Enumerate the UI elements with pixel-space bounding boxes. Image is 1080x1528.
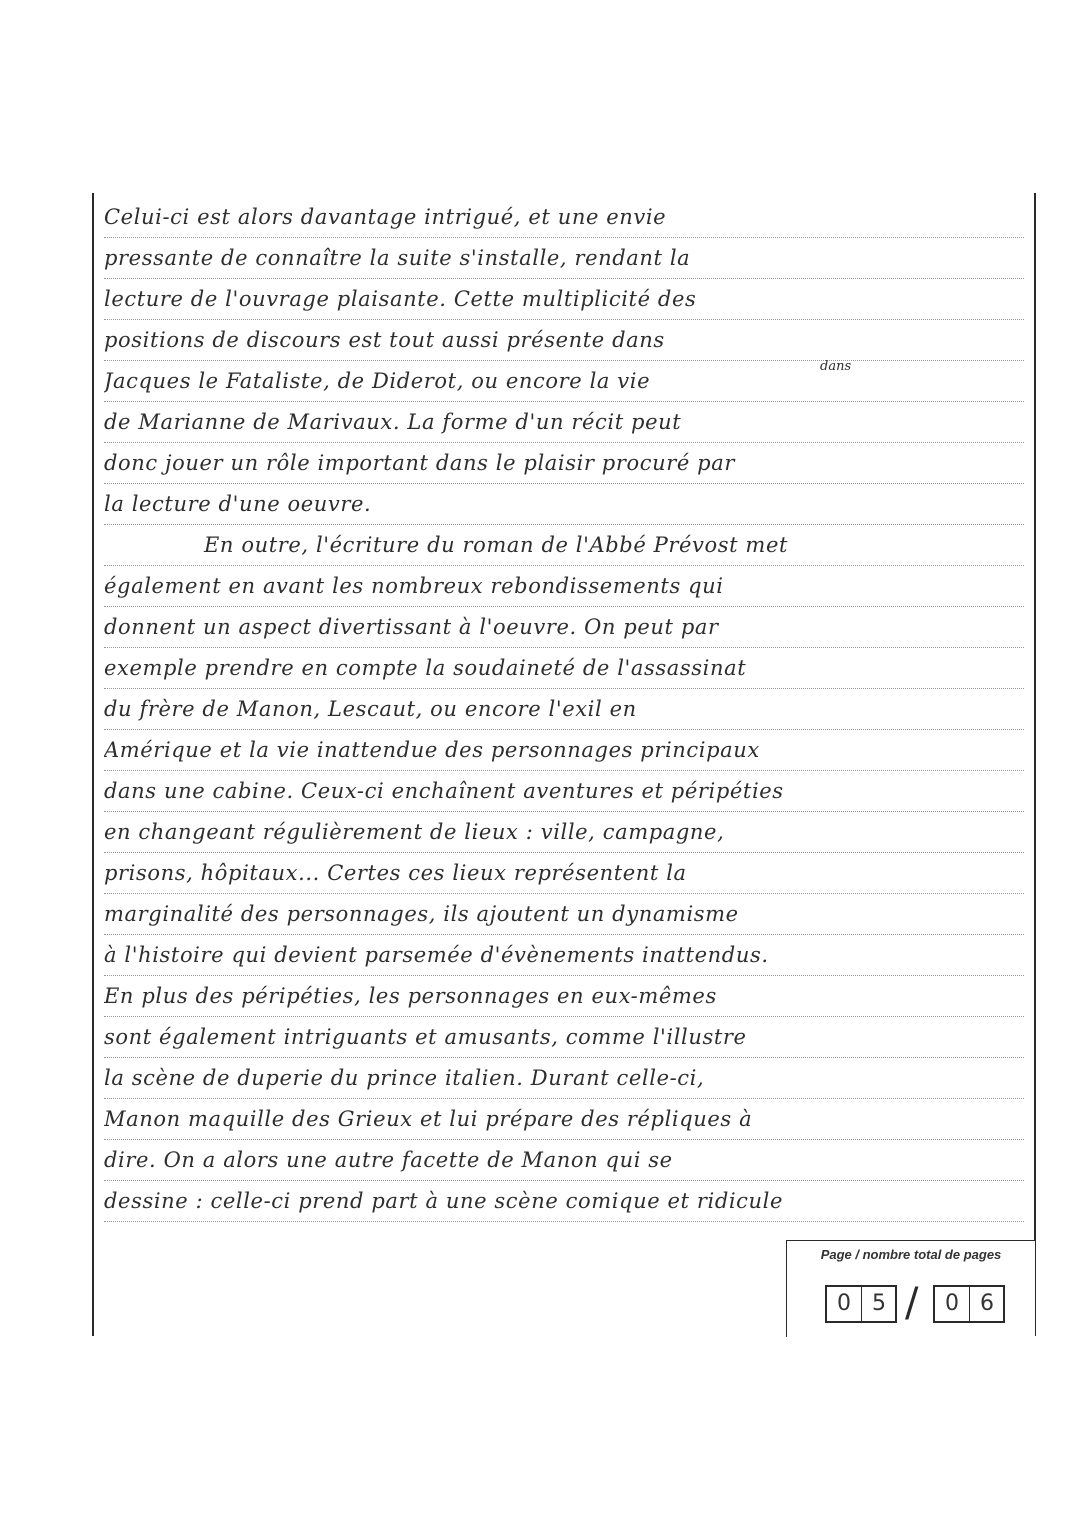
inserted-word: dans [820, 359, 852, 374]
text-line: du frère de Manon, Lescaut, ou encore l'exil en [104, 689, 1024, 730]
paragraph-start-line: En outre, l'écriture du roman de l'Abbé Prévost met [104, 525, 1024, 566]
text-line: En plus des péripéties, les personnages en eux-mêmes [104, 976, 1024, 1017]
text-line: Jacques le Fataliste, de Diderot, ou encore la vie [104, 361, 1024, 402]
text-line: pressante de connaître la suite s'installe, rendant la [104, 238, 1024, 279]
text-line: donc jouer un rôle important dans le plaisir procuré par [104, 443, 1024, 484]
total-pages-boxes [933, 1285, 1005, 1323]
text-line: Celui-ci est alors davantage intrigué, et une envie [104, 197, 1024, 238]
text-line: à l'histoire qui devient parsemée d'évènements inattendus. [104, 935, 1024, 976]
text-line: marginalité des personnages, ils ajoutent un dynamisme [104, 894, 1024, 935]
text-line: Manon maquille des Grieux et lui prépare des répliques à [104, 1099, 1024, 1140]
text-line: également en avant les nombreux rebondissements qui [104, 566, 1024, 607]
text-line: dessine : celle-ci prend part à une scène comique et ridicule [104, 1181, 1024, 1222]
text-line: dire. On a alors une autre facette de Manon qui se [104, 1140, 1024, 1181]
page-number-label: Page / nombre total de pages [820, 1247, 1002, 1262]
total-pages-digit: 6 [980, 1291, 994, 1316]
page-right-border [1034, 193, 1036, 1336]
total-pages-digit: 0 [945, 1291, 959, 1316]
text-line: exemple prendre en compte la soudaineté de l'assassinat [104, 648, 1024, 689]
text-line: Amérique et la vie inattendue des personnages principaux [104, 730, 1024, 771]
text-line: la lecture d'une oeuvre. [104, 484, 1024, 525]
current-page-digit: 0 [837, 1291, 851, 1316]
text-line: sont également intriguants et amusants, comme l'illustre [104, 1017, 1024, 1058]
text-line: la scène de duperie du prince italien. Durant celle-ci, [104, 1058, 1024, 1099]
text-line: donnent un aspect divertissant à l'oeuvre. On peut par [104, 607, 1024, 648]
text-line: prisons, hôpitaux... Certes ces lieux représentent la [104, 853, 1024, 894]
page-number-box [786, 1240, 1035, 1337]
handwritten-text-area [94, 193, 1034, 1336]
page-separator: / [905, 1280, 919, 1326]
current-page-boxes [825, 1285, 897, 1323]
text-line: positions de discours est tout aussi présente dans [104, 320, 1024, 361]
text-line: en changeant régulièrement de lieux : ville, campagne, [104, 812, 1024, 853]
current-page-digit: 5 [872, 1291, 886, 1316]
text-line: dans une cabine. Ceux-ci enchaînent aventures et péripéties [104, 771, 1024, 812]
text-line: lecture de l'ouvrage plaisante. Cette multiplicité des [104, 279, 1024, 320]
text-line: de Marianne de Marivaux. La forme d'un récit peut [104, 402, 1024, 443]
